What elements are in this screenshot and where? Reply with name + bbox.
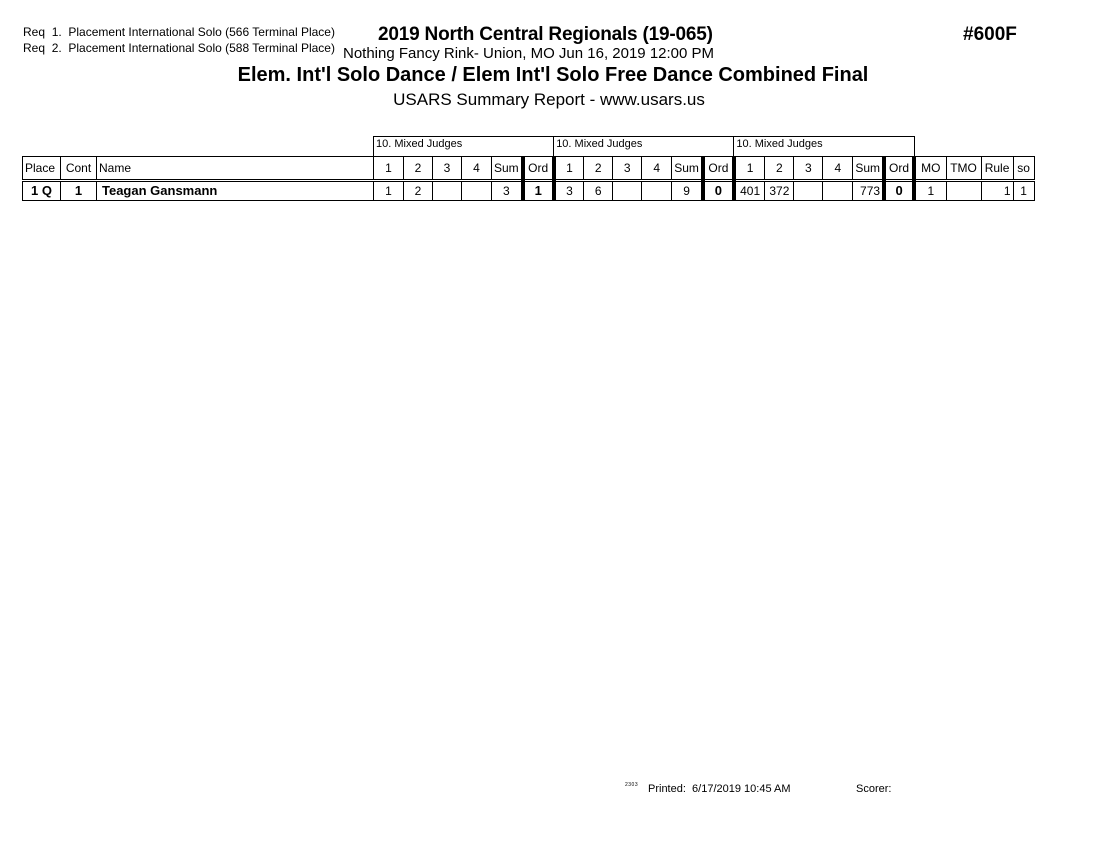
judge-group-3-label: 10. Mixed Judges bbox=[734, 137, 914, 157]
cell-g2-j1: 3 bbox=[554, 181, 584, 201]
requirement-1 bbox=[23, 25, 335, 39]
col-g2-ord: Ord bbox=[703, 157, 734, 181]
col-g1-j3: 3 bbox=[433, 157, 462, 181]
footer-code: 2303 bbox=[625, 782, 639, 788]
cell-g1-sum: 3 bbox=[492, 181, 523, 201]
cell-name: Teagan Gansmann bbox=[97, 181, 374, 201]
col-tmo: TMO bbox=[946, 157, 981, 181]
cell-g2-ord: 0 bbox=[703, 181, 734, 201]
col-g1-j4: 4 bbox=[462, 157, 492, 181]
cell-g3-j2: 372 bbox=[765, 181, 794, 201]
cell-g1-ord: 1 bbox=[523, 181, 554, 201]
report-subtitle: USARS Summary Report - www.usars.us bbox=[393, 90, 705, 109]
cell-g1-j4 bbox=[462, 181, 492, 201]
results-table bbox=[22, 136, 1035, 201]
col-g2-j4: 4 bbox=[642, 157, 672, 181]
printed-stamp bbox=[648, 783, 791, 795]
col-g2-sum: Sum bbox=[672, 157, 703, 181]
col-rule: Rule bbox=[981, 157, 1013, 181]
cell-g2-j4 bbox=[642, 181, 672, 201]
req-label: Req bbox=[23, 25, 46, 39]
cell-g1-j1: 1 bbox=[374, 181, 404, 201]
cell-g3-j4 bbox=[823, 181, 853, 201]
table-row bbox=[23, 181, 1035, 201]
judge-group-2-label: 10. Mixed Judges bbox=[554, 137, 734, 157]
judge-group-1-label: 10. Mixed Judges bbox=[374, 137, 554, 157]
col-g3-ord: Ord bbox=[884, 157, 914, 181]
cell-mo: 1 bbox=[914, 181, 946, 201]
col-g1-j1: 1 bbox=[374, 157, 404, 181]
cell-g2-j3 bbox=[613, 181, 642, 201]
group-header-row bbox=[23, 137, 1035, 157]
scorer-label: Scorer: bbox=[856, 783, 892, 795]
req-text: Placement International Solo (566 Terminal Place) bbox=[68, 25, 335, 39]
column-header-row bbox=[23, 157, 1035, 181]
printed-value: 6/17/2019 10:45 AM bbox=[692, 783, 791, 795]
cell-rule: 1 bbox=[981, 181, 1013, 201]
col-g3-j4: 4 bbox=[823, 157, 853, 181]
cell-so: 1 bbox=[1013, 181, 1034, 201]
col-g3-j1: 1 bbox=[734, 157, 765, 181]
requirement-2 bbox=[23, 41, 335, 55]
cell-g3-j3 bbox=[794, 181, 823, 201]
cell-g2-j2: 6 bbox=[584, 181, 613, 201]
cell-g2-sum: 9 bbox=[672, 181, 703, 201]
col-g2-j2: 2 bbox=[584, 157, 613, 181]
col-g1-j2: 2 bbox=[404, 157, 433, 181]
col-g2-j1: 1 bbox=[554, 157, 584, 181]
cell-g1-j3 bbox=[433, 181, 462, 201]
col-g1-ord: Ord bbox=[523, 157, 554, 181]
col-place: Place bbox=[23, 157, 61, 181]
req-number: 2. bbox=[51, 41, 62, 55]
col-g3-j3: 3 bbox=[794, 157, 823, 181]
col-so: so bbox=[1013, 157, 1034, 181]
col-g2-j3: 3 bbox=[613, 157, 642, 181]
cell-g3-j1: 401 bbox=[734, 181, 765, 201]
cell-g3-ord: 0 bbox=[884, 181, 914, 201]
printed-label: Printed: bbox=[648, 783, 686, 795]
cell-g3-sum: 773 bbox=[853, 181, 884, 201]
col-cont: Cont bbox=[61, 157, 97, 181]
venue-date: Nothing Fancy Rink- Union, MO Jun 16, 2019 12:00 PM bbox=[343, 45, 715, 62]
req-text: Placement International Solo (588 Terminal Place) bbox=[68, 41, 335, 55]
col-mo: MO bbox=[914, 157, 946, 181]
col-g3-sum: Sum bbox=[853, 157, 884, 181]
col-g3-j2: 2 bbox=[765, 157, 794, 181]
col-g1-sum: Sum bbox=[492, 157, 523, 181]
event-id: #600F bbox=[963, 24, 1017, 45]
col-name: Name bbox=[97, 157, 374, 181]
cell-place: 1 Q bbox=[23, 181, 61, 201]
req-number: 1. bbox=[51, 25, 62, 39]
cell-cont: 1 bbox=[61, 181, 97, 201]
competition-title: Elem. Int'l Solo Dance / Elem Int'l Solo Free Dance Combined Final bbox=[237, 64, 869, 86]
cell-g1-j2: 2 bbox=[404, 181, 433, 201]
scorer bbox=[856, 783, 891, 795]
event-title: 2019 North Central Regionals (19-065) bbox=[378, 24, 713, 45]
cell-tmo bbox=[946, 181, 981, 201]
req-label: Req bbox=[23, 41, 46, 55]
